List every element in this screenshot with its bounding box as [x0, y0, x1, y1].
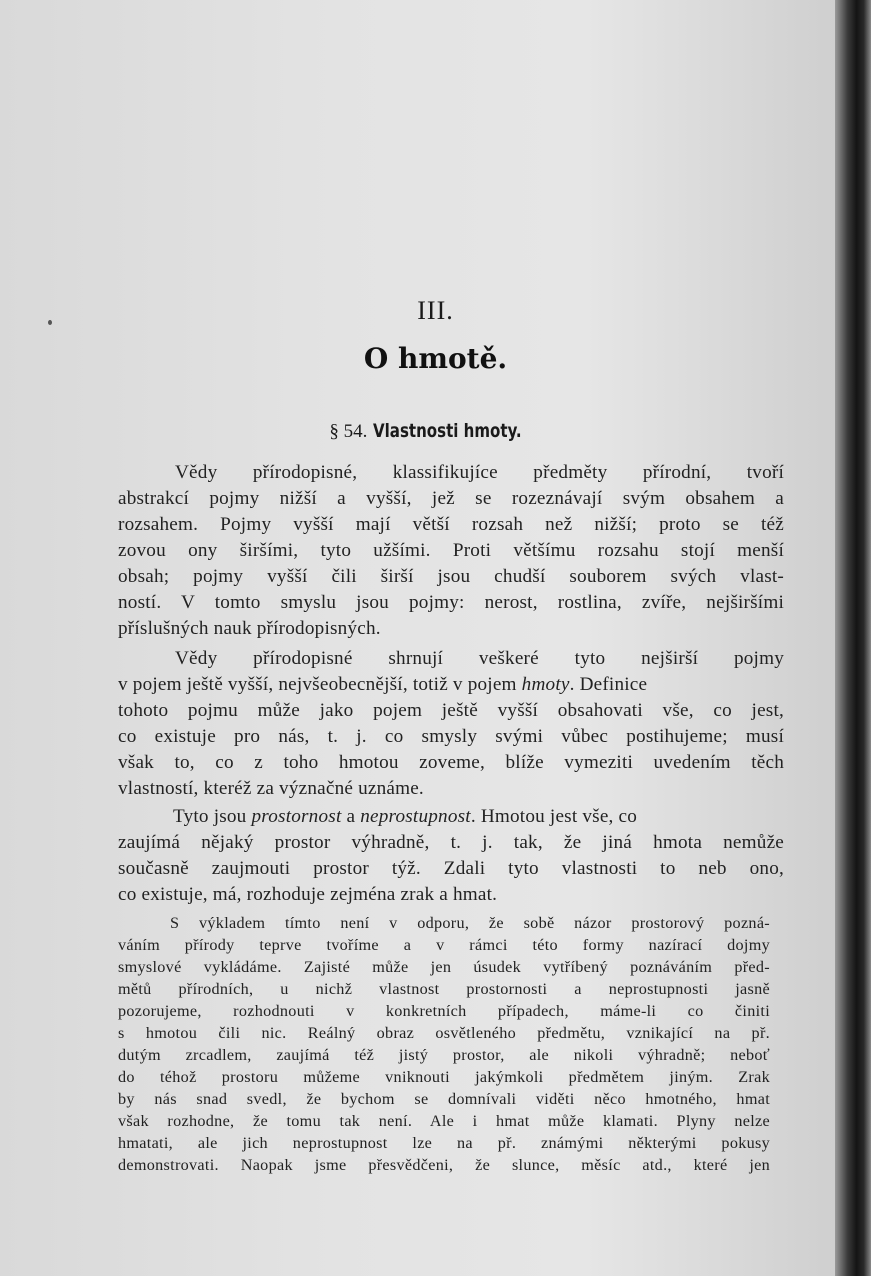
section-number: § 54.: [329, 421, 368, 442]
note-line: dutým zrcadlem, zaujímá též jistý prostor, ale nikoli výhradně; neboť: [118, 1046, 770, 1064]
text-span: . Definice: [569, 674, 648, 695]
note-line: s hmotou čili nic. Reálný obraz osvětleného předmětu, vznikající na př.: [118, 1024, 770, 1042]
text-span: . Hmotou jest vše, co: [470, 806, 638, 827]
text-line: zovou ony širšími, tyto užšími. Proti většímu rozsahu stojí menší: [118, 540, 784, 561]
note-line: mětů přírodních, u nichž vlastnost prostornosti a neprostupnosti jasně: [118, 980, 770, 998]
chapter-number: III.: [417, 296, 454, 325]
emphasis-prostornost: prostornost: [251, 806, 342, 827]
book-binding-edge: [835, 0, 871, 1276]
text-line: [118, 674, 784, 696]
text-line: vlastností, kteréž za význačné uznáme.: [118, 778, 424, 799]
chapter-title: O hmotě.: [363, 342, 508, 375]
text-line: [173, 806, 784, 828]
text-line: ností. V tomto smyslu jsou pojmy: nerost, rostlina, zvíře, nejširšími: [118, 592, 784, 613]
note-line: však rozhodne, že tomu tak není. Ale i hmat může klamati. Plyny nelze: [118, 1112, 770, 1130]
text-line: tohoto pojmu může jako pojem ještě vyšší obsahovati vše, co jest,: [118, 700, 784, 721]
section-heading: [0, 420, 871, 443]
note-line: pozorujeme, rozhodnouti v konkretních případech, máme-li co činiti: [118, 1002, 770, 1020]
text-line: zaujímá nějaký prostor výhradně, t. j. tak, že jiná hmota nemůže: [118, 832, 784, 853]
text-line: co existuje, má, rozhoduje zejména zrak a hmat.: [118, 884, 498, 905]
text-span: a: [346, 806, 356, 827]
emphasis-neprostupnost: neprostupnost: [360, 806, 471, 827]
text-line: Vědy přírodopisné, klassifikujíce předměty přírodní, tvoří: [175, 462, 784, 483]
note-line: do téhož prostoru můžeme vniknouti jakýmkoli předmětem jiným. Zrak: [118, 1068, 770, 1086]
text-line: však to, co z toho hmotou zoveme, blíže vymeziti uvedením těch: [118, 752, 784, 773]
note-line: by nás snad svedl, že bychom se domnívali viděti něco hmotného, hmat: [118, 1090, 770, 1108]
text-line: Vědy přírodopisné shrnují veškeré tyto nejširší pojmy: [175, 648, 784, 669]
note-line: demonstrovati. Naopak jsme přesvědčeni, že slunce, měsíc atd., které jen: [118, 1156, 770, 1174]
note-line: váním přírody teprve tvoříme a v rámci této formy nazírací dojmy: [118, 936, 770, 954]
text-span: Tyto jsou: [173, 806, 247, 827]
note-line: hmatati, ale jich neprostupnost lze na př. známými některými pokusy: [118, 1134, 770, 1152]
emphasis-hmoty: hmoty: [521, 674, 570, 695]
section-title: Vlastnosti hmoty.: [372, 420, 522, 442]
text-line: rozsahem. Pojmy vyšší mají větší rozsah než nižší; proto se též: [118, 514, 784, 535]
text-span: v pojem ještě vyšší, nejvšeobecnější, totiž v pojem: [118, 674, 517, 695]
text-line: abstrakcí pojmy nižší a vyšší, jež se rozeznávají svým obsahem a: [118, 488, 784, 509]
note-line: smyslové vykládáme. Zajisté může jen úsudek vytříbený poznáváním před-: [118, 958, 770, 976]
text-line: co existuje pro nás, t. j. co smysly svými vůbec postihujeme; musí: [118, 726, 784, 747]
text-line: příslušných nauk přírodopisných.: [118, 618, 381, 639]
text-line: obsah; pojmy vyšší čili širší jsou chudší souborem svých vlast-: [118, 566, 784, 587]
text-line: současně zaujmouti prostor týž. Zdali tyto vlastnosti to neb ono,: [118, 858, 784, 879]
note-line: S výkladem tímto není v odporu, že sobě názor prostorový pozná-: [170, 914, 770, 932]
